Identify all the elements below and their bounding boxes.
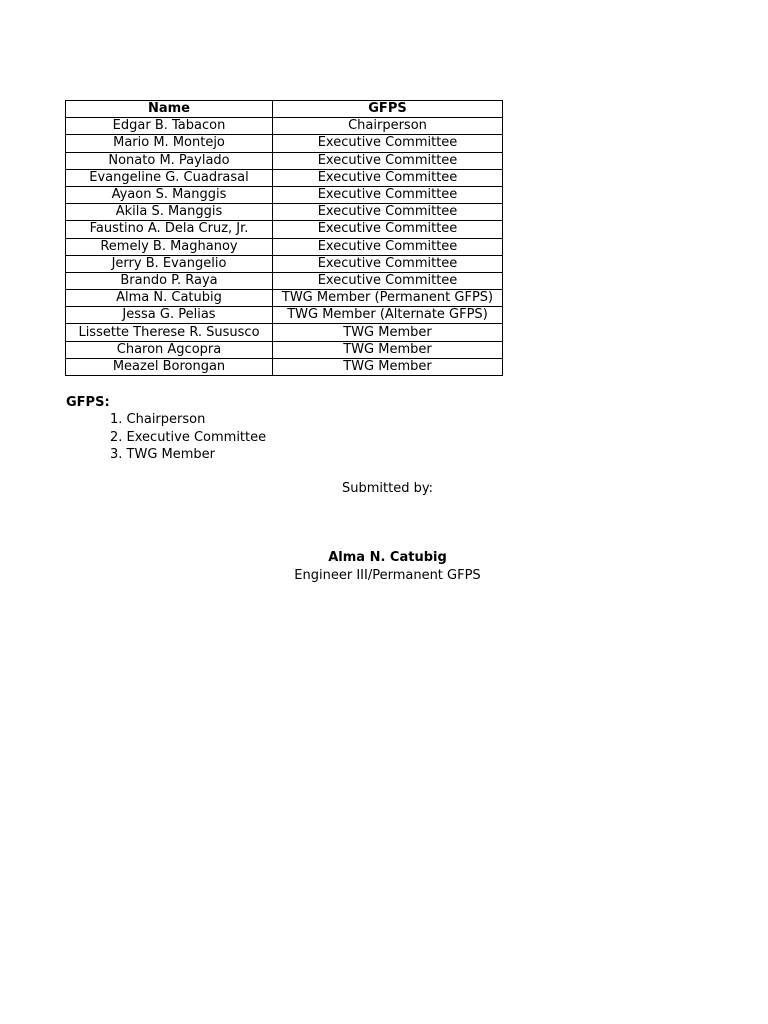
- member-name-cell: Akila S. Manggis: [66, 204, 273, 221]
- member-gfps-cell: Executive Committee: [273, 238, 503, 255]
- table-row: [66, 118, 503, 135]
- member-gfps-cell: Executive Committee: [273, 186, 503, 203]
- member-name-cell: Lissette Therese R. Sususco: [66, 324, 273, 341]
- member-name-cell: Remely B. Maghanoy: [66, 238, 273, 255]
- table-row: [66, 204, 503, 221]
- table-row: [66, 238, 503, 255]
- column-header-name: Name: [66, 101, 273, 118]
- member-gfps-cell: TWG Member (Permanent GFPS): [273, 290, 503, 307]
- member-name-cell: Jerry B. Evangelio: [66, 255, 273, 272]
- member-gfps-cell: TWG Member: [273, 358, 503, 375]
- signatory-name: Alma N. Catubig: [328, 550, 447, 565]
- table-header-row: [66, 101, 503, 118]
- member-gfps-cell: Executive Committee: [273, 152, 503, 169]
- table-row: [66, 324, 503, 341]
- member-name-cell: Brando P. Raya: [66, 272, 273, 289]
- table-row: [66, 169, 503, 186]
- table-row: [66, 186, 503, 203]
- table-row: [66, 152, 503, 169]
- table-row: [66, 135, 503, 152]
- gfps-roster-table: [65, 100, 503, 376]
- column-header-gfps: GFPS: [273, 101, 503, 118]
- member-name-cell: Alma N. Catubig: [66, 290, 273, 307]
- member-gfps-cell: TWG Member: [273, 324, 503, 341]
- table-row: [66, 255, 503, 272]
- legend-item: 3. TWG Member: [110, 447, 216, 462]
- member-name-cell: Nonato M. Paylado: [66, 152, 273, 169]
- member-name-cell: Ayaon S. Manggis: [66, 186, 273, 203]
- table-row: [66, 272, 503, 289]
- member-name-cell: Faustino A. Dela Cruz, Jr.: [66, 221, 273, 238]
- member-gfps-cell: Executive Committee: [273, 221, 503, 238]
- member-gfps-cell: TWG Member (Alternate GFPS): [273, 307, 503, 324]
- member-name-cell: Evangeline G. Cuadrasal: [66, 169, 273, 186]
- member-gfps-cell: Executive Committee: [273, 255, 503, 272]
- table-row: [66, 341, 503, 358]
- table-row: [66, 290, 503, 307]
- member-name-cell: Charon Agcopra: [66, 341, 273, 358]
- member-gfps-cell: Executive Committee: [273, 272, 503, 289]
- member-gfps-cell: Executive Committee: [273, 204, 503, 221]
- submitted-by-label: Submitted by:: [342, 481, 433, 496]
- legend-item: 2. Executive Committee: [110, 429, 267, 445]
- member-name-cell: Jessa G. Pelias: [66, 307, 273, 324]
- member-name-cell: Mario M. Montejo: [66, 135, 273, 152]
- legend-item: 1. Chairperson: [110, 412, 206, 427]
- member-gfps-cell: Executive Committee: [273, 169, 503, 186]
- signatory-title: Engineer III/Permanent GFPS: [294, 568, 481, 583]
- member-gfps-cell: Chairperson: [273, 118, 503, 135]
- legend-title: GFPS:: [66, 395, 110, 410]
- member-name-cell: Edgar B. Tabacon: [66, 118, 273, 135]
- member-gfps-cell: TWG Member: [273, 341, 503, 358]
- legend-list: [110, 411, 266, 464]
- member-name-cell: Meazel Borongan: [66, 358, 273, 375]
- table-row: [66, 307, 503, 324]
- member-gfps-cell: Executive Committee: [273, 135, 503, 152]
- table-row: [66, 358, 503, 375]
- table-row: [66, 221, 503, 238]
